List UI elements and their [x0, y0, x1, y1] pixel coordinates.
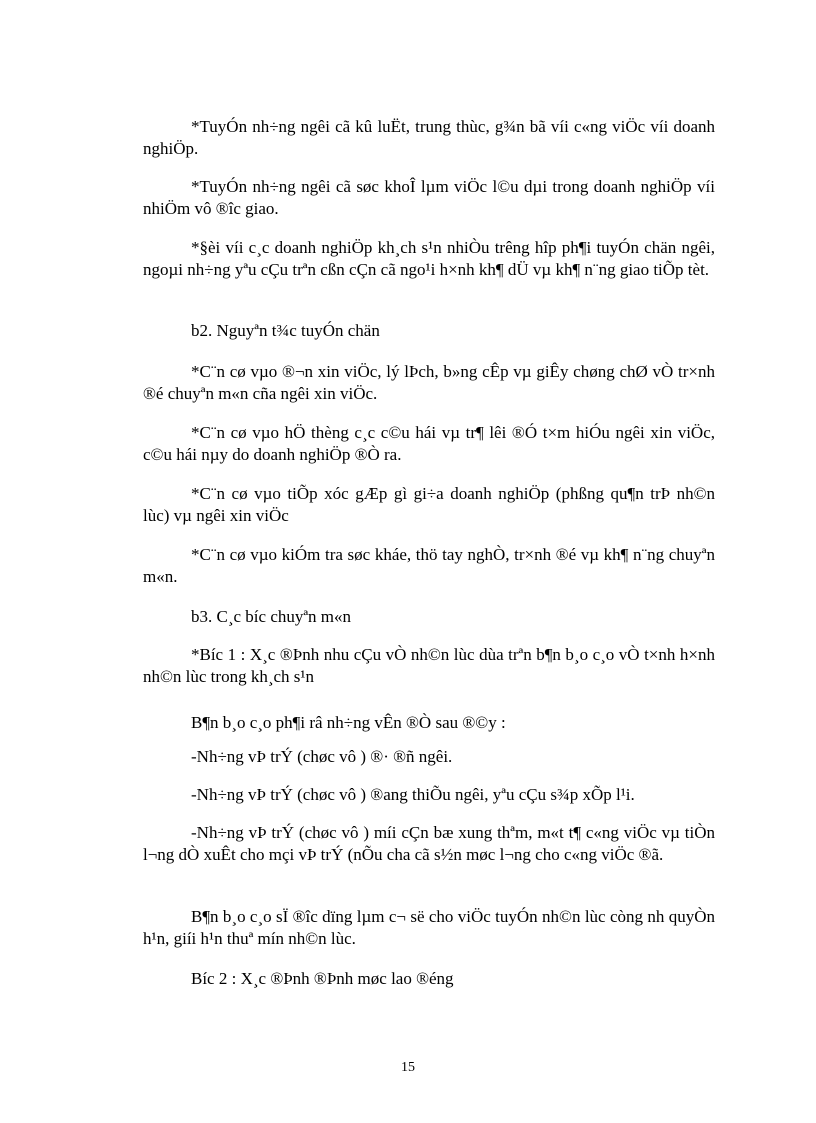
paragraph-5: *C¨n cø vµo hÖ thèng c¸c c©u hái vµ tr¶ lêi ®Ó t×m hiÓu ngêi xin viÖc, c©u hái nµy do doanh nghiÖp ®Ò ra. [143, 423, 715, 464]
paragraph-11: -Nh÷ng vÞ trÝ (chøc vô ) ®ang thiÕu ngêi, yªu cÇu s¾p xÕp l¹i. [191, 785, 635, 804]
paragraph-8: *Bíc 1 : X¸c ®Þnh nhu cÇu vÒ nh©n lùc dùa trªn b¶n b¸o c¸o vÒ t×nh h×nh nh©n lùc trong kh¸ch s¹n [143, 645, 715, 686]
paragraph-3: *§èi víi c¸c doanh nghiÖp kh¸ch s¹n nhiÒu trêng hîp ph¶i tuyÓn chän ngêi, ngoµi nh÷ng yªu cÇu trªn cßn cÇn cã ngo¹i h×nh kh¶ dÜ vµ kh¶ n¨ng giao tiÕp tèt. [143, 238, 715, 279]
heading-b3: b3. C¸c bíc chuyªn m«n [191, 607, 352, 626]
heading-b2: b2. Nguyªn t¾c tuyÓn chän [191, 321, 380, 340]
paragraph-4: *C¨n cø vµo ®¬n xin viÖc, lý lÞch, b»ng cÊp vµ giÊy chøng chØ vÒ tr×nh ®é chuyªn m«n cña ngêi xin viÖc. [143, 362, 715, 403]
paragraph-12: -Nh÷ng vÞ trÝ (chøc vô ) míi cÇn bæ xung thªm, m«t t¶ c«ng viÖc vµ tiÒn l¬ng dÒ xuÊt cho mçi vÞ trÝ (nÕu cha cã s½n møc l¬ng cho c«ng viÖc ®ã. [143, 823, 715, 864]
page-number: 15 [401, 1060, 415, 1075]
paragraph-7: *C¨n cø vµo kiÓm tra søc kháe, thö tay nghÒ, tr×nh ®é vµ kh¶ n¨ng chuyªn m«n. [143, 545, 715, 586]
paragraph-2: *TuyÓn nh÷ng ngêi cã søc khoÎ lµm viÖc l©u dµi trong doanh nghiÖp víi nhiÖm vô ®îc giao. [143, 177, 715, 218]
paragraph-9: B¶n b¸o c¸o ph¶i râ nh÷ng vÊn ®Ò sau ®©y : [191, 713, 506, 732]
paragraph-6: *C¨n cø vµo tiÕp xóc gÆp gì gi÷a doanh nghiÖp (phßng qu¶n trÞ nh©n lùc) vµ ngêi xin viÖc [143, 484, 715, 525]
paragraph-1: *TuyÓn nh÷ng ngêi cã kû luËt, trung thùc, g¾n bã víi c«ng viÖc víi doanh nghiÖp. [143, 117, 715, 158]
paragraph-10: -Nh÷ng vÞ trÝ (chøc vô ) ®· ®ñ ngêi. [191, 747, 453, 766]
paragraph-13: B¶n b¸o c¸o sÏ ®îc dïng lµm c¬ së cho viÖc tuyÓn nh©n lùc còng nh quyÒn h¹n, giíi h¹n thuª mín nh©n lùc. [143, 907, 715, 948]
paragraph-14: Bíc 2 : X¸c ®Þnh ®Þnh møc lao ®éng [191, 969, 454, 988]
